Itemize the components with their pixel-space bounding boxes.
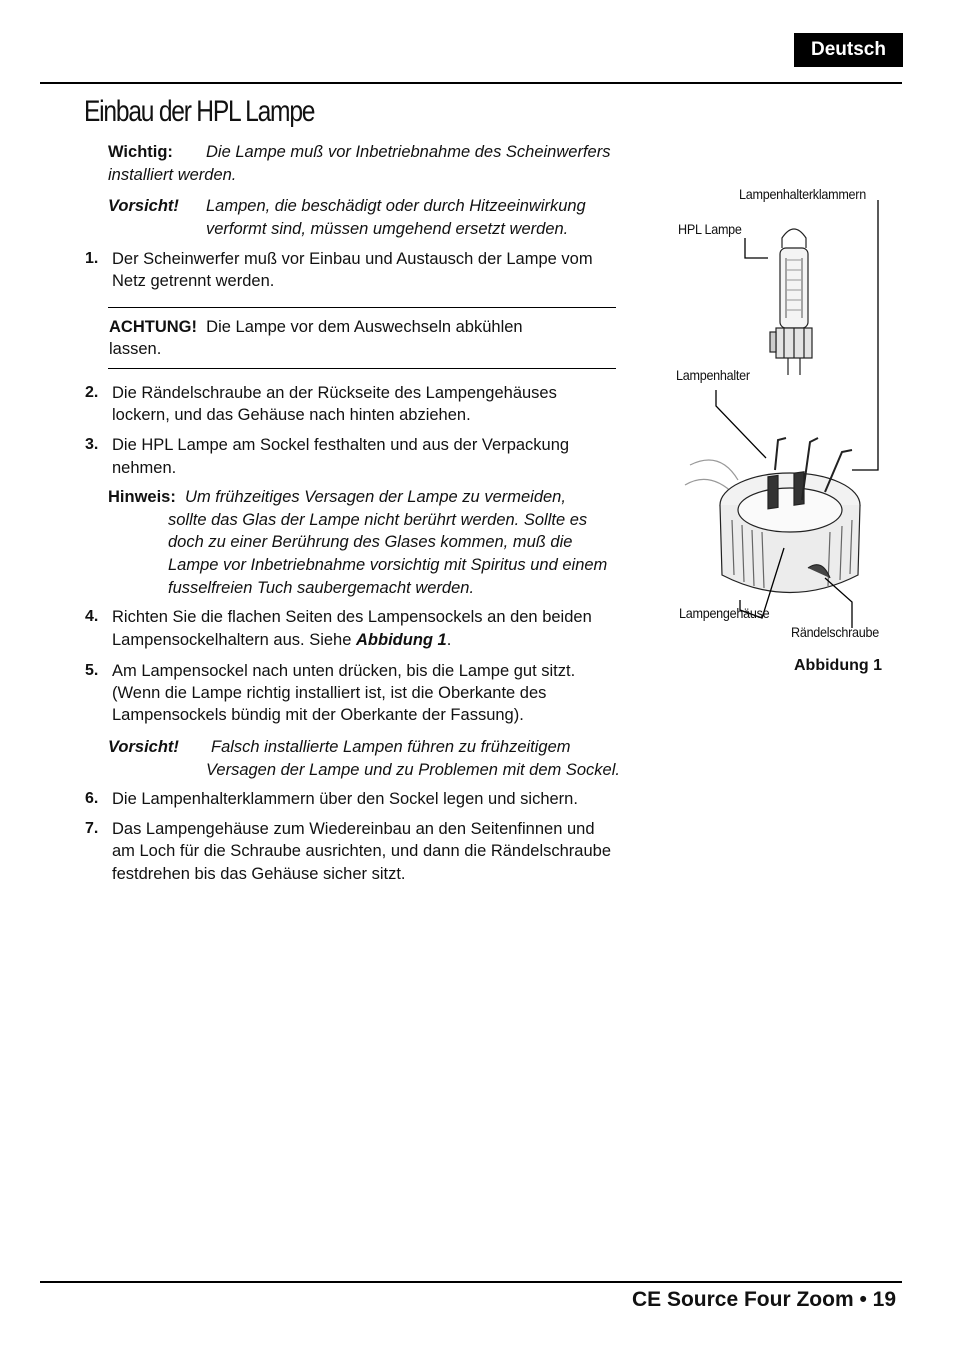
wichtig-line1 [108,141,610,164]
label-lampengehaeuse: Lampengehäuse [679,605,770,621]
hinweis-text: Um frühzeitiges Versagen der Lampe zu vermeiden, [185,488,566,506]
step1-line2: Netz getrennt werden. [112,272,275,290]
step3-number: 3. [85,436,99,453]
page-title: Einbau der HPL Lampe [84,95,315,128]
step6-number: 6. [85,790,99,807]
hinweis-line4: Lampe vor Inbetriebnahme vorsichtig mit Spiritus und einem [168,556,608,574]
step5-line1: Am Lampensockel nach unten drücken, bis die Lampe gut sitzt. [112,662,576,680]
step4-line2 [112,629,451,652]
hinweis-line1 [108,486,566,509]
hinweis-line2: sollte das Glas der Lampe nicht berührt werden. Sollte es [168,511,588,529]
step3-line2: nehmen. [112,459,177,477]
vorsicht2-line1: Falsch installierte Lampen führen zu frühzeitigem [211,738,571,756]
achtung-line1 [109,316,523,339]
footer-page-label: CE Source Four Zoom • 19 [631,1288,896,1311]
step4-line1: Richten Sie die flachen Seiten des Lampensockels an den beiden [112,608,592,626]
hpl-lamp-drawing [770,229,812,375]
label-hpl-lampe: HPL Lampe [678,221,742,237]
step4-number: 4. [85,608,99,625]
step1-number: 1. [85,250,99,267]
vorsicht1-line2: verformt sind, müssen umgehend ersetzt werden. [206,220,569,238]
hinweis-label: Hinweis: [108,488,176,506]
step7-line3: festdrehen bis das Gehäuse sicher sitzt. [112,865,406,883]
step2-line2: lockern, und das Gehäuse nach hinten abziehen. [112,406,471,424]
label-lampenhalter: Lampenhalter [676,367,750,383]
label-lampenhalterklammern: Lampenhalterklammern [739,186,866,202]
achtung-text: Die Lampe vor dem Auswechseln abkühlen [206,318,523,336]
step5-line2: (Wenn die Lampe richtig installiert ist, ist die Oberkante des [112,684,547,702]
achtung-label: ACHTUNG! [109,318,197,336]
step7-line1: Das Lampengehäuse zum Wiedereinbau an den Seitenfinnen und [112,820,595,838]
figure-reference-link[interactable]: Abbidung 1 [356,631,447,649]
achtung-line2: lassen. [109,340,162,358]
step7-number: 7. [85,820,99,837]
step4-line2-suffix: . [446,631,452,649]
wichtig-text: Die Lampe muß vor Inbetriebnahme des Scheinwerfers [206,143,611,161]
achtung-bottom-rule [108,368,616,369]
lamp-installation-illustration [660,180,900,630]
vorsicht1-line1: Lampen, die beschädigt oder durch Hitzeeinwirkung [206,197,586,215]
step4-line2-prefix: Lampensockelhaltern aus. Siehe [112,631,352,649]
step5-line3: Lampensockels bündig mit der Oberkante der Fassung). [112,706,524,724]
achtung-top-rule [108,307,616,308]
language-tab: Deutsch [794,33,903,67]
figure-caption: Abbidung 1 [794,657,882,674]
step5-number: 5. [85,662,99,679]
header-rule [40,82,902,84]
wichtig-line2: installiert werden. [108,166,237,184]
step3-line1: Die HPL Lampe am Sockel festhalten und aus der Verpackung [112,436,570,454]
hinweis-line3: doch zu einer Berührung des Glases kommen, muß die [168,533,573,551]
footer-rule [40,1281,902,1283]
vorsicht2-label: Vorsicht! [108,738,179,756]
vorsicht2-line2: Versagen der Lampe und zu Problemen mit dem Sockel. [206,761,620,779]
step7-line2: am Loch für die Schraube ausrichten, und dann die Rändelschraube [112,842,611,860]
step2-number: 2. [85,384,99,401]
label-raendelschraube: Rändelschraube [791,624,879,640]
hinweis-line5: fusselfreien Tuch saubergemacht werden. [168,579,475,597]
wichtig-label: Wichtig: [108,143,173,161]
lamp-housing-drawing [685,438,860,593]
step2-line1: Die Rändelschraube an der Rückseite des Lampengehäuses [112,384,557,402]
step6-line1: Die Lampenhalterklammern über den Sockel legen und sichern. [112,790,578,808]
step1-line1: Der Scheinwerfer muß vor Einbau und Austausch der Lampe vom [112,250,593,268]
vorsicht1-label: Vorsicht! [108,197,179,215]
